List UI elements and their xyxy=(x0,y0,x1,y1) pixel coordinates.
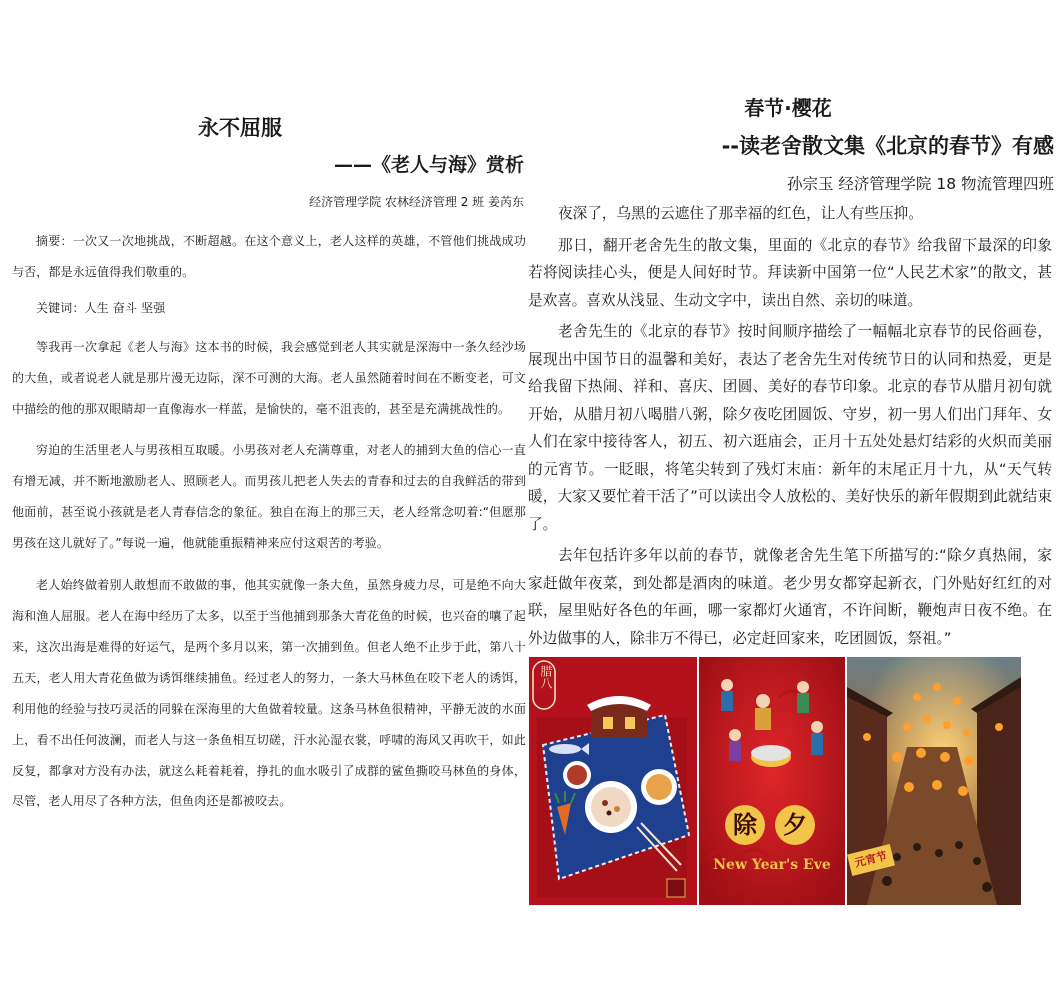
right-article-author: 孙宗玉 经济管理学院 18 物流管理四班 xyxy=(786,175,1054,193)
right-article-body xyxy=(528,200,1052,656)
right-article-paragraph: 夜深了，乌黑的云遮住了那幸福的红色，让人有些压抑。 xyxy=(558,205,923,222)
left-article-paragraph: 等我再一次拿起《老人与海》这本书的时候，我会感觉到老人其实就是深海中一条久经沙场的大鱼，或者说老人就是那片漫无边际，深不可测的大海。老人虽然随着时间在不断变老，可文中描绘的他的那双眼睛却一直像海水一样蓝，是愉快的，毫不沮丧的，甚至是充满挑战性的。 xyxy=(12,339,526,416)
left-article-author: 经济管理学院 农林经济管理 2 班 姜芮东 xyxy=(309,195,524,209)
left-article-subtitle: ——《老人与海》赏析 xyxy=(333,154,524,176)
left-article xyxy=(0,0,528,1007)
chuxi-char-1: 除 xyxy=(733,811,757,839)
right-article-paragraph: 那日，翻开老舍先生的散文集，里面的《北京的春节》给我留下最深的印象若将阅读挂心头，便是人间好时节。拜读新中国第一位“人民艺术家”的散文，甚是欢喜。喜欢从浅显、生动文字中，读出自然、亲切的味道。 xyxy=(528,236,1052,309)
left-article-paragraph: 老人始终做着别人敢想而不敢做的事，他其实就像一条大鱼，虽然身疲力尽，可是绝不向大海和渔人屈服。老人在海中经历了太多，以至于当他捕到那条大青花鱼的时候，也兴奋的嚷了起来，这次出海是难得的好运气，是两个多月以来，第一次捕到鱼。但老人绝不止步于此，第八十五天，老人用大青花鱼做为诱饵继续捕鱼。经过老人的努力，一条大马林鱼在咬下老人的诱饵，利用他的经验与技巧灵活的同躲在深海里的大鱼做着较量。这条马林鱼很精神，平静无波的水面上，看不出任何波澜，而老人与这一条鱼相互切磋，汗水沁湿衣裳，呼啸的海风又再吹干，如此反复，都拿对方没有办法，就这么耗着耗着，挣扎的血水吸引了成群的鲨鱼撕咬马林鱼的身体，尽管，老人用尽了各种方法，但鱼肉还是都被咬去。 xyxy=(12,578,526,809)
laba-label: 腊八 xyxy=(539,665,553,689)
left-article-body xyxy=(12,226,526,828)
chuxi-english-title: New Year's Eve xyxy=(713,857,831,873)
festival-illustrations xyxy=(529,657,1021,905)
new-years-eve-illustration xyxy=(699,657,845,905)
right-article-paragraph: 去年包括许多年以前的春节，就像老舍先生笔下所描写的:“除夕真热闹，家家赶做年夜菜，到处都是酒肉的味道。老少男女都穿起新衣，门外贴好红红的对联，屋里贴好各色的年画，哪一家都灯火通宵，不许间断，鞭炮声日夜不绝。在外边做事的人，除非万不得已，必定赶回家来，吃团圆饭，祭祖。” xyxy=(528,547,1052,647)
left-article-keywords: 关键词：人生 奋斗 坚强 xyxy=(36,300,166,315)
left-article-abstract: 摘要：一次又一次地挑战，不断超越。在这个意义上，老人这样的英雄，不管他们挑战成功与否，都是永远值得我们敬重的。 xyxy=(12,234,526,279)
chuxi-char-2: 夕 xyxy=(783,811,807,839)
right-article-subtitle: --读老舍散文集《北京的春节》有感 xyxy=(721,134,1054,158)
right-article-title: 春节·樱花 xyxy=(744,96,832,120)
left-article-paragraph: 穷迫的生活里老人与男孩相互取暖。小男孩对老人充满尊重，对老人的捕到大鱼的信心一直有增无减，并不断地激励老人、照顾老人。而男孩儿把老人失去的青春和过去的自我鲜活的带到他面前，甚至说小孩就是老人青春信念的象征。独自在海上的那三天，老人经常念叨着:“但愿那男孩在这儿就好了。”每说一遍，他就能重振精神来应付这艰苦的考验。 xyxy=(12,443,526,551)
laba-illustration xyxy=(529,657,697,905)
yuanxiao-label: 元宵节 xyxy=(853,849,889,870)
left-article-title: 永不屈服 xyxy=(198,116,282,140)
lantern-festival-illustration xyxy=(847,657,1021,905)
right-article-paragraph: 老舍先生的《北京的春节》按时间顺序描绘了一幅幅北京春节的民俗画卷，展现出中国节日的温馨和美好，表达了老舍先生对传统节日的认同和热爱，更是给我留下热闹、祥和、喜庆、团圆、美好的春节印象。北京的春节从腊月初旬就开始，从腊月初八喝腊八粥，除夕夜吃团圆饭、守岁，初一男人们出门拜年、女人们在家中接待客人，初五、初六逛庙会，正月十五处处悬灯结彩的火炽而美丽的元宵节。一眨眼，将笔尖转到了残灯末庙：新年的末尾正月十九，从“天气转暖，大家又要忙着干活了”可以读出令人放松的、美好快乐的新年假期到此就结束了。 xyxy=(528,323,1052,533)
